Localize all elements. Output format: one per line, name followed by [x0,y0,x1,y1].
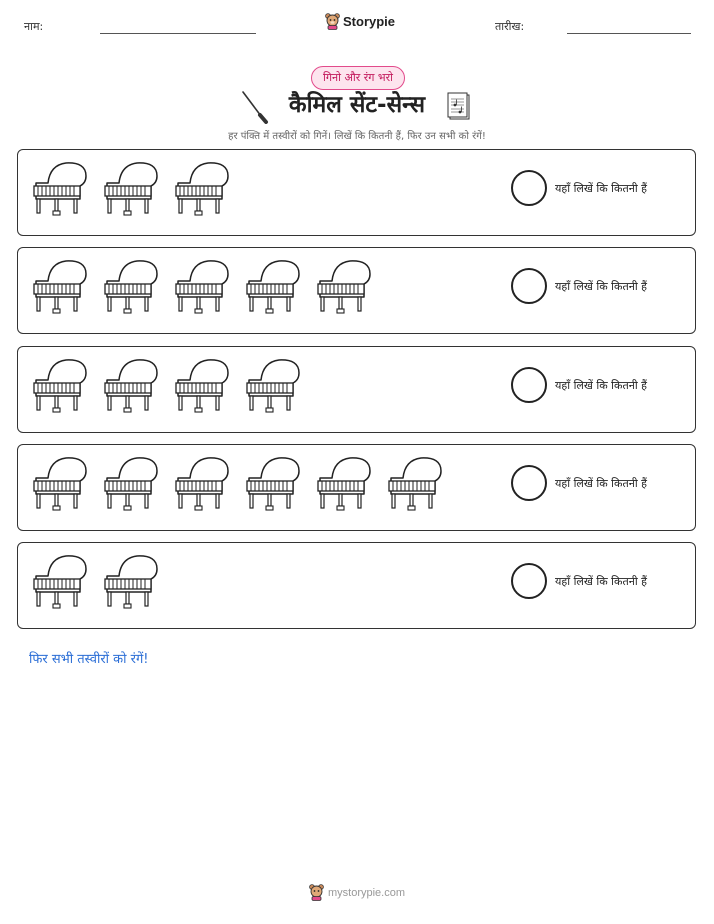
count-row [17,444,696,531]
piano-group [30,356,314,416]
grand-piano-icon[interactable] [101,552,161,612]
grand-piano-icon[interactable] [172,356,232,416]
count-row [17,346,696,433]
grand-piano-icon[interactable] [314,257,374,317]
grand-piano-icon[interactable] [101,159,161,219]
answer-prompt: यहाँ लिखें कि कितनी हैं [555,476,648,490]
grand-piano-icon[interactable] [172,257,232,317]
title-row [0,88,714,124]
logo-text: Storypie [343,14,396,29]
grand-piano-icon[interactable] [385,454,445,514]
piano-group [30,454,456,514]
grand-piano-icon[interactable] [243,356,303,416]
footer [309,884,405,901]
answer-prompt: यहाँ लिखें कि कितनी हैं [555,280,648,294]
date-field[interactable] [567,33,691,34]
answer-prompt: यहाँ लिखें कि कितनी हैं [555,182,648,195]
piano-group [30,257,385,317]
grand-piano-icon[interactable] [101,356,161,416]
grand-piano-icon[interactable] [314,454,374,514]
grand-piano-icon[interactable] [172,454,232,514]
page-title: कैमिल सेंट-सेन्स [288,92,426,118]
piano-group [30,552,172,612]
footnote: फिर सभी तस्वीरों को रंगें! [29,652,149,667]
answer-circle[interactable] [511,563,547,599]
header [0,0,714,50]
instructions: हर पंक्ति में तस्वीरों को गिनें। लिखें कि कितनी हैं, फिर उन सभी को रंगें! [228,131,486,142]
grand-piano-icon[interactable] [101,454,161,514]
bear-mascot-icon [309,884,324,901]
answer-circle[interactable] [511,170,547,206]
date-label: तारीख: [495,20,525,33]
piano-group [30,159,243,219]
grand-piano-icon[interactable] [243,454,303,514]
answer-prompt: यहाँ लिखें कि कितनी हैं [555,378,648,392]
grand-piano-icon[interactable] [243,257,303,317]
grand-piano-icon[interactable] [30,159,90,219]
bear-mascot-icon [325,13,340,30]
answer-circle[interactable] [511,465,547,501]
count-row [17,247,696,334]
footer-url: mystorypie.com [328,886,406,899]
count-row [17,149,696,236]
answer-circle[interactable] [511,367,547,403]
grand-piano-icon[interactable] [172,159,232,219]
answer-circle[interactable] [511,268,547,304]
grand-piano-icon[interactable] [101,257,161,317]
storypie-logo [325,13,395,30]
count-row [17,542,696,629]
name-label: नाम: [24,20,44,33]
grand-piano-icon[interactable] [30,356,90,416]
activity-tag: गिनो और रंग भरो [311,66,405,90]
name-field[interactable] [100,33,256,34]
grand-piano-icon[interactable] [30,257,90,317]
grand-piano-icon[interactable] [30,454,90,514]
answer-prompt: यहाँ लिखें कि कितनी हैं [555,575,648,589]
grand-piano-icon[interactable] [30,552,90,612]
music-score-icon [446,92,472,122]
